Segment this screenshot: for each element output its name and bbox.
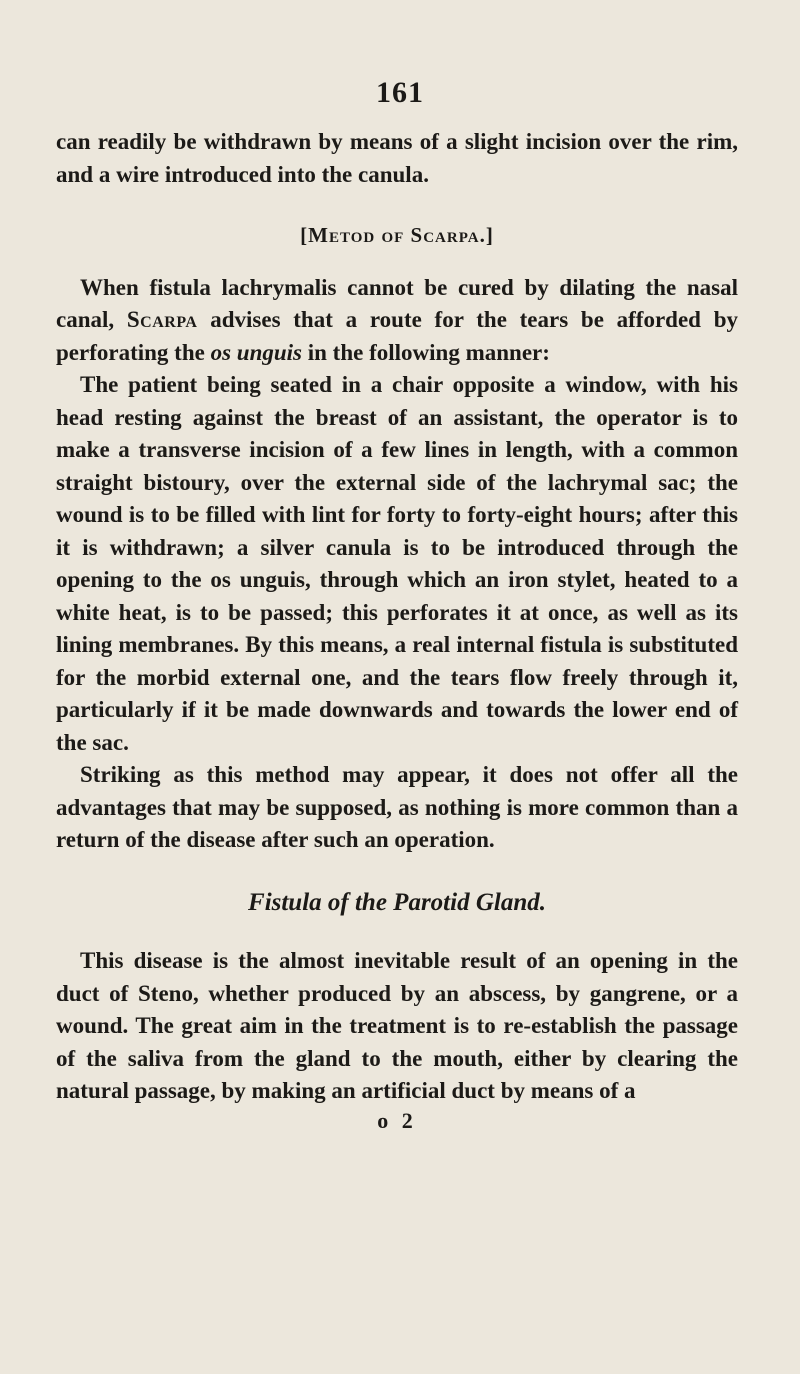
paragraph-continuation: can readily be withdrawn by means of a slight incision over the rim, and a wire introduced into the canula. (56, 129, 738, 187)
term-os-unguis: os unguis (210, 339, 302, 365)
section-heading-scarpa: [Metod of Scarpa.] (300, 223, 494, 247)
paragraph-scarpa-intro (56, 272, 738, 370)
author-name-scarpa: Scarpa (126, 307, 198, 332)
paragraph-assessment: Striking as this method may appear, it does not offer all the advantages that may be supposed, as nothing is more common than a return of the disease after such an operation. (56, 762, 738, 852)
body-text (56, 126, 738, 1134)
paragraph-parotid: This disease is the almost inevitable result of an opening in the duct of Steno, whether produced by an abscess, by gangrene, or a wound. The great aim in the treatment is to re-establish the passage of the saliva from the gland to the mouth, either by clearing the natural passage, by making an artificial duct by means of a (56, 948, 738, 1103)
paragraph-text: in the following manner: (302, 339, 550, 365)
paragraph-procedure: The patient being seated in a chair opposite a window, with his head resting against the breast of an assistant, the operator is to make a transverse incision of a few lines in length, with a common straight bistoury, over the external side of the lachrymal sac; the wound is to be filled with lint for forty to forty-eight hours; after this it is withdrawn; a silver canula is to be introduced through the opening to the os unguis, through which an iron stylet, heated to a white heat, is to be passed; this perforates it at once, as well as its lining membranes. By this means, a real internal fistula is substituted for the morbid external one, and the tears flow freely through it, particularly if it be made downwards and towards the lower end of the sac. (56, 372, 738, 755)
paragraph-text: When fistula lachrymalis cannot be cured by dilating the nasal canal, (56, 274, 738, 332)
signature-mark: o 2 (377, 1107, 417, 1133)
paragraph-text: advises that a route for the tears be afforded by perforating the (56, 307, 739, 365)
section-heading-parotid: Fistula of the Parotid Gland. (248, 888, 546, 916)
page-number: 161 (376, 76, 424, 109)
